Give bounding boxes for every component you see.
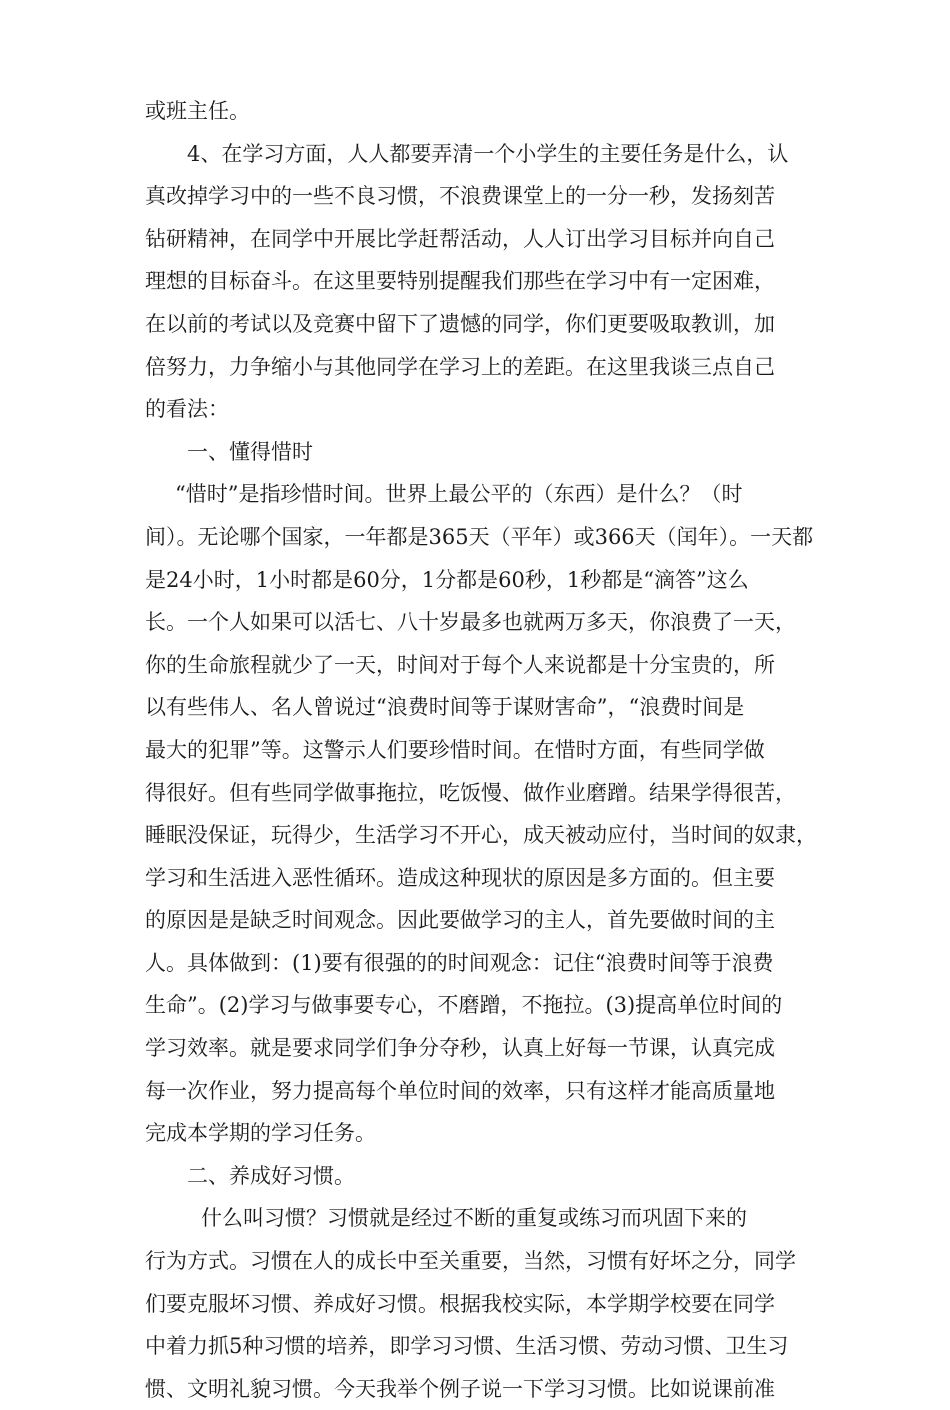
text-line: 学习效率。就是要求同学们争分夺秒，认真上好每一节课，认真完成 (145, 1036, 775, 1061)
text-line: 理想的目标奋斗。在这里要特别提醒我们那些在学习中有一定困难， (145, 269, 775, 294)
text-line: 以有些伟人、名人曾说过“浪费时间等于谋财害命”，“浪费时间是 (145, 695, 745, 720)
text-line: 最大的犯罪”等。这警示人们要珍惜时间。在惜时方面，有些同学做 (145, 737, 765, 762)
text-line: 人。具体做到：(1)要有很强的的时间观念：记住“浪费时间等于浪费 (145, 950, 774, 975)
text-line: 是24小时，1小时都是60分，1分都是60秒，1秒都是“滴答”这么 (145, 567, 749, 592)
text-line: 真改掉学习中的一些不良习惯，不浪费课堂上的一分一秒，发扬刻苦 (145, 184, 775, 209)
text-line: 间）。无论哪个国家，一年都是365天（平年）或366天（闰年）。一天都 (145, 524, 814, 549)
text-line: 睡眠没保证，玩得少，生活学习不开心，成天被动应付，当时间的奴隶， (145, 823, 817, 848)
paragraph-start-line: 4、在学习方面，人人都要弄清一个小学生的主要任务是什么，认 (187, 141, 789, 166)
text-line: 行为方式。习惯在人的成长中至关重要，当然，习惯有好坏之分，同学 (145, 1249, 796, 1274)
text-line: 你的生命旅程就少了一天，时间对于每个人来说都是十分宝贵的，所 (145, 652, 775, 677)
section-heading-2: 二、养成好习惯。 (187, 1163, 355, 1188)
text-line: 生命”。(2)学习与做事要专心，不磨蹭，不拖拉。(3)提高单位时间的 (145, 993, 783, 1018)
section-heading-1: 一、懂得惜时 (187, 439, 313, 464)
text-line: 学习和生活进入恶性循环。造成这种现状的原因是多方面的。但主要 (145, 865, 775, 890)
text-line: 完成本学期的学习任务。 (145, 1121, 376, 1146)
text-line: 的原因是是缺乏时间观念。因此要做学习的主人，首先要做时间的主 (145, 908, 775, 933)
paragraph-start-line: “惜时”是指珍惜时间。世界上最公平的（东西）是什么？（时 (175, 482, 743, 507)
text-line: 或班主任。 (145, 99, 250, 123)
text-line: 钻研精神，在同学中开展比学赶帮活动，人人订出学习目标并向自己 (145, 226, 775, 251)
text-line: 长。一个人如果可以活七、八十岁最多也就两万多天，你浪费了一天， (145, 610, 796, 635)
text-line: 惯、文明礼貌习惯。今天我举个例子说一下学习习惯。比如说课前准 (145, 1376, 775, 1401)
document-body (145, 90, 825, 1410)
text-line: 倍努力，力争缩小与其他同学在学习上的差距。在这里我谈三点自己 (145, 354, 775, 379)
text-line: 在以前的考试以及竞赛中留下了遗憾的同学，你们更要吸取教训，加 (145, 311, 775, 336)
text-line: 每一次作业，努力提高每个单位时间的效率，只有这样才能高质量地 (145, 1078, 775, 1103)
text-line: 的看法： (145, 397, 229, 422)
text-line: 们要克服坏习惯、养成好习惯。根据我校实际，本学期学校要在同学 (145, 1291, 775, 1316)
text-line: 中着力抓5种习惯的培养，即学习习惯、生活习惯、劳动习惯、卫生习 (145, 1334, 789, 1359)
text-line: 得很好。但有些同学做事拖拉，吃饭慢、做作业磨蹭。结果学得很苦， (145, 780, 796, 805)
paragraph-start-line: 什么叫习惯？习惯就是经过不断的重复或练习而巩固下来的 (201, 1206, 747, 1231)
